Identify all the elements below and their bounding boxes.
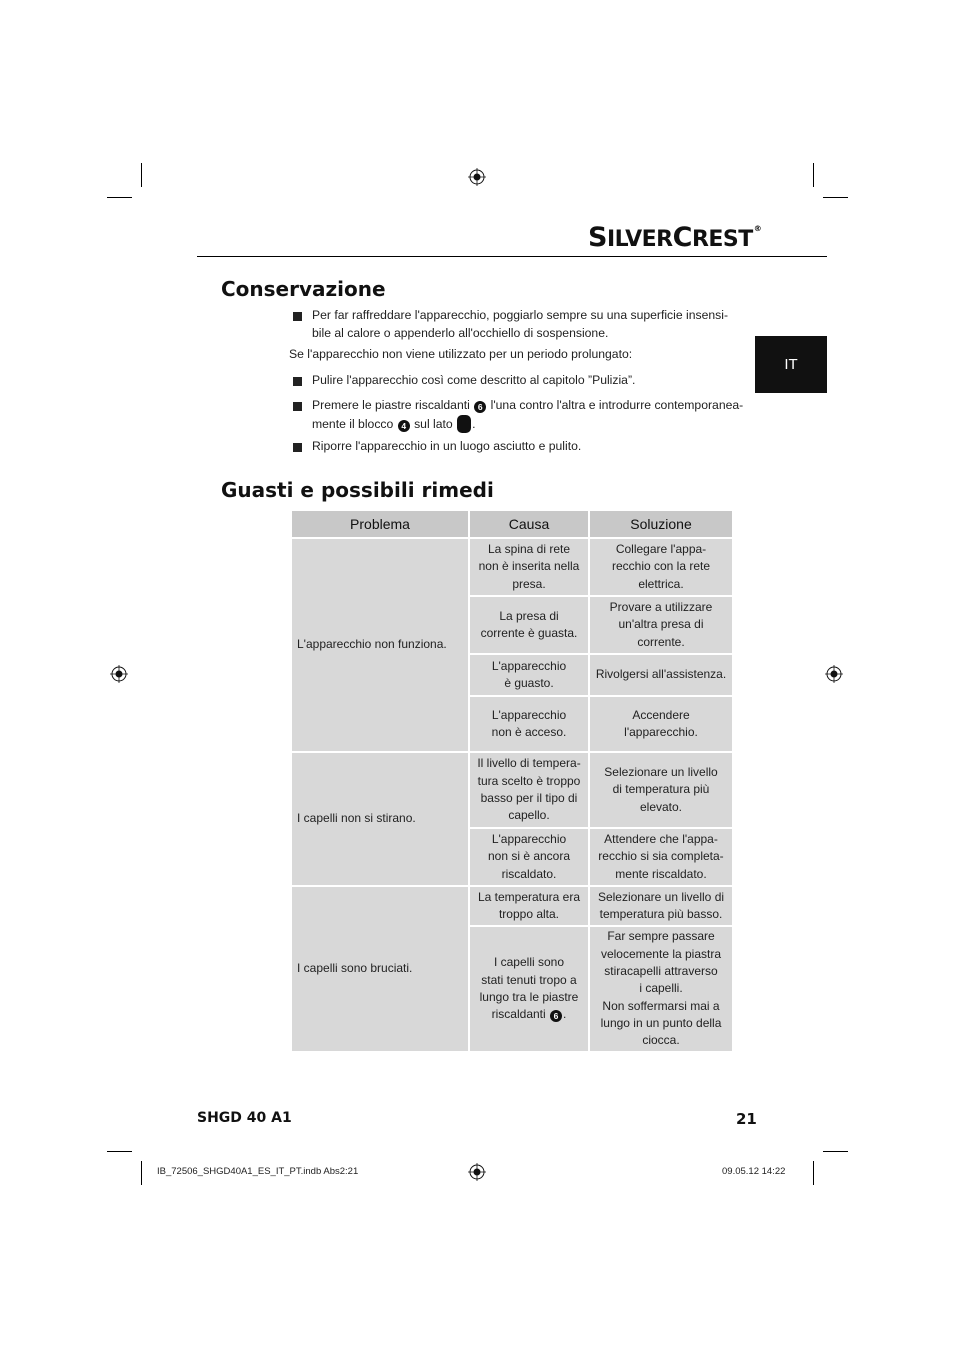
cause-cell: L'apparecchio è guasto.: [469, 654, 589, 696]
crop-mark: [141, 1161, 142, 1185]
bullet-text: Premere le piastre riscaldanti 6 l'una contro l'altra e introdurre contemporanea- mente il blocco 4 sul lato .: [312, 398, 744, 431]
print-slug-file: IB_72506_SHGD40A1_ES_IT_PT.indb Abs2:21: [157, 1166, 359, 1177]
registration-mark-icon: [468, 1163, 486, 1181]
table-row: [291, 752, 733, 828]
section-title-guasti: Guasti e possibili rimedi: [221, 478, 494, 502]
header-cause: Causa: [469, 510, 589, 538]
cause-cell: L'apparecchio non è acceso.: [469, 696, 589, 752]
solution-cell: Rivolgersi all'assistenza.: [589, 654, 733, 696]
header-solution: Soluzione: [589, 510, 733, 538]
solution-cell: Collegare l'appa- recchio con la rete elettrica.: [589, 538, 733, 596]
model-number: SHGD 40 A1: [197, 1110, 292, 1126]
plates-reference-icon: 6: [474, 401, 486, 413]
bullet-text: Riporre l'apparecchio in un luogo asciutto e pulito.: [312, 439, 582, 453]
problem-cell: I capelli sono bruciati.: [291, 886, 469, 1052]
cause-cell: L'apparecchio non si è ancora riscaldato.: [469, 828, 589, 886]
registration-mark-icon: [468, 168, 486, 186]
solution-cell: Selezionare un livello di temperatura più basso.: [589, 886, 733, 926]
header-rule: [197, 256, 827, 257]
bullet-text: Pulire l'apparecchio così come descritto al capitolo ”Pulizia”.: [312, 373, 636, 387]
crop-mark: [107, 197, 132, 198]
registration-mark-icon: [825, 665, 843, 683]
solution-cell: Far sempre passare velocemente la piastra stiracapelli attraverso i capelli. Non soffermarsi mai a lungo in un punto della ciocca.: [589, 926, 733, 1052]
lock-reference-icon: 4: [398, 420, 410, 432]
print-slug-date: 09.05.12 14:22: [722, 1166, 786, 1177]
solution-cell: Provare a utilizzare un'altra presa di corrente.: [589, 596, 733, 654]
solution-cell: Attendere che l'appa- recchio si sia completa- mente riscaldato.: [589, 828, 733, 886]
table-row: [291, 886, 733, 926]
solution-cell: Accendere l'apparecchio.: [589, 696, 733, 752]
crop-mark: [823, 1151, 848, 1152]
lock-side-icon: [457, 415, 471, 433]
registration-mark-icon: [110, 665, 128, 683]
header-problem: Problema: [291, 510, 469, 538]
crop-mark: [813, 163, 814, 187]
bullet-icon: [293, 377, 302, 386]
problem-cell: I capelli non si stirano.: [291, 752, 469, 886]
table-row: [291, 538, 733, 596]
table-header-row: [291, 510, 733, 538]
bullet-text: Per far raffreddare l'apparecchio, poggiarlo sempre su una superficie insensi- bile al calore o appenderlo all'occhiello di sospensione.: [312, 308, 729, 340]
brand-logo: SILVERCREST®: [588, 222, 762, 253]
bullet-icon: [293, 443, 302, 452]
crop-mark: [141, 163, 142, 187]
section-title-conservazione: Conservazione: [221, 277, 386, 301]
solution-cell: Selezionare un livello di temperatura più elevato.: [589, 752, 733, 828]
cause-cell: I capelli sono stati tenuti tropo a lungo tra le piastre riscaldanti 6 .: [469, 926, 589, 1052]
bullet-icon: [293, 402, 302, 411]
troubleshooting-table: [290, 509, 734, 1053]
bullet-icon: [293, 312, 302, 321]
cause-cell: La presa di corrente è guasta.: [469, 596, 589, 654]
crop-mark: [823, 197, 848, 198]
page-number: 21: [736, 1110, 757, 1128]
language-tab: IT: [755, 336, 827, 393]
cause-cell: La temperatura era troppo alta.: [469, 886, 589, 926]
crop-mark: [107, 1151, 132, 1152]
cause-cell: Il livello di tempera- tura scelto è troppo basso per il tipo di capello.: [469, 752, 589, 828]
crop-mark: [813, 1161, 814, 1185]
intro-text: Se l'apparecchio non viene utilizzato per un periodo prolungato:: [289, 347, 633, 361]
plates-reference-icon: 6: [550, 1010, 562, 1022]
problem-cell: L'apparecchio non funziona.: [291, 538, 469, 752]
cause-cell: La spina di rete non è inserita nella presa.: [469, 538, 589, 596]
